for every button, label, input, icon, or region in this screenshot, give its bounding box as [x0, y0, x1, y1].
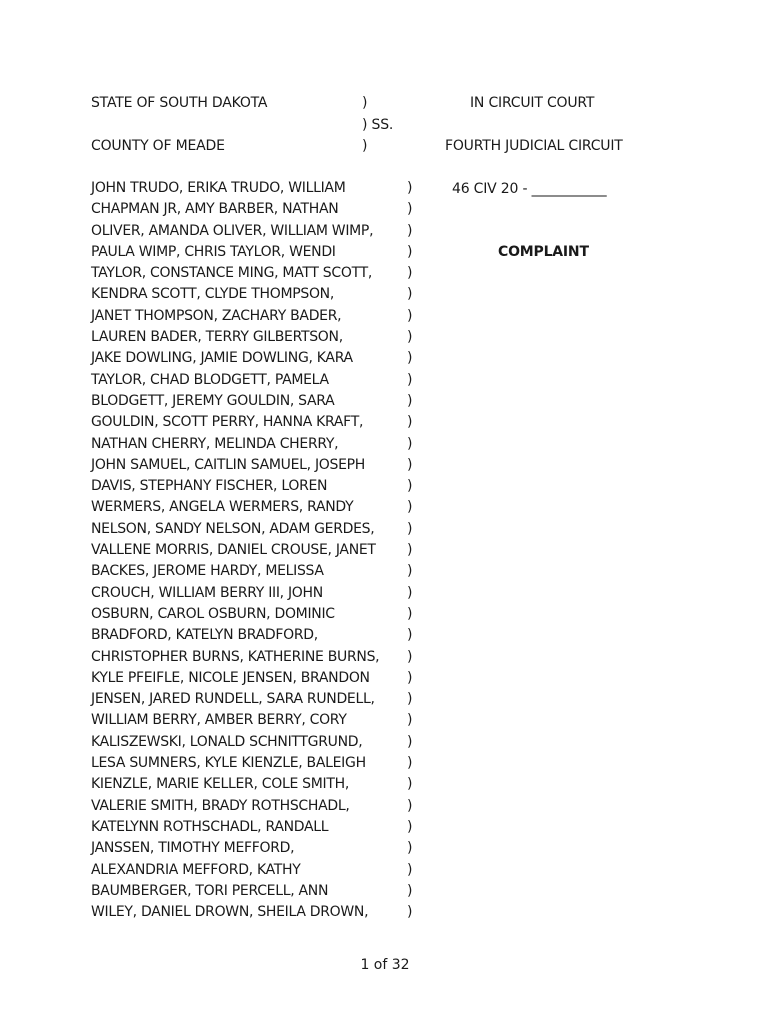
caption-paren: )	[407, 797, 413, 814]
party-line	[91, 178, 421, 199]
party-names: JAKE DOWLING, JAMIE DOWLING, KARA	[91, 350, 353, 367]
party-line	[91, 391, 421, 412]
ss-label: ) SS.	[362, 117, 394, 133]
caption-paren: )	[407, 392, 413, 409]
caption-paren: )	[362, 95, 368, 111]
caption-paren: )	[407, 882, 413, 899]
party-line	[91, 796, 421, 817]
party-names: VALLENE MORRIS, DANIEL CROUSE, JANET	[91, 542, 376, 559]
party-names: WILLIAM BERRY, AMBER BERRY, CORY	[91, 712, 347, 729]
party-line	[91, 497, 421, 518]
party-line	[91, 221, 421, 242]
party-names: BLODGETT, JEREMY GOULDIN, SARA	[91, 392, 335, 409]
caption-paren: )	[362, 138, 368, 154]
party-names: KALISZEWSKI, LONALD SCHNITTGRUND,	[91, 733, 363, 750]
caption-paren: )	[407, 733, 413, 750]
party-names: VALERIE SMITH, BRADY ROTHSCHADL,	[91, 797, 350, 814]
caption-paren: )	[407, 648, 413, 665]
party-names: BAUMBERGER, TORI PERCELL, ANN	[91, 882, 329, 899]
party-line	[91, 412, 421, 433]
party-names: JANET THOMPSON, ZACHARY BADER,	[91, 307, 342, 324]
party-line	[91, 476, 421, 497]
party-line	[91, 348, 421, 369]
document-title: COMPLAINT	[498, 244, 589, 260]
party-line	[91, 561, 421, 582]
caption-paren: )	[407, 243, 413, 260]
caption-paren: )	[407, 818, 413, 835]
party-names: KIENZLE, MARIE KELLER, COLE SMITH,	[91, 776, 349, 793]
caption-paren: )	[407, 776, 413, 793]
caption-paren: )	[407, 691, 413, 708]
party-names: WILEY, DANIEL DROWN, SHEILA DROWN,	[91, 904, 369, 921]
caption-paren: )	[407, 329, 413, 346]
party-line	[91, 881, 421, 902]
party-line	[91, 647, 421, 668]
caption-paren: )	[407, 414, 413, 431]
caption-paren: )	[407, 435, 413, 452]
caption-paren: )	[407, 755, 413, 772]
party-names: BACKES, JEROME HARDY, MELISSA	[91, 563, 324, 580]
party-names: TAYLOR, CHAD BLODGETT, PAMELA	[91, 371, 329, 388]
caption-paren: )	[407, 180, 413, 196]
party-names: GOULDIN, SCOTT PERRY, HANNA KRAFT,	[91, 414, 364, 431]
party-line	[91, 604, 421, 625]
party-names: ALEXANDRIA MEFFORD, KATHY	[91, 861, 301, 878]
party-names: KATELYNN ROTHSCHADL, RANDALL	[91, 818, 329, 835]
party-line	[91, 455, 421, 476]
caption-paren: )	[407, 201, 413, 218]
party-line	[91, 284, 421, 305]
page-number: 1 of 32	[360, 957, 410, 973]
state-label: STATE OF SOUTH DAKOTA	[91, 95, 268, 111]
caption-paren: )	[407, 371, 413, 388]
party-names: JOHN TRUDO, ERIKA TRUDO, WILLIAM	[91, 180, 346, 196]
case-number: 46 CIV 20 - ___________	[452, 181, 607, 197]
caption-paren: )	[407, 520, 413, 537]
caption-paren: )	[407, 478, 413, 495]
party-line	[91, 583, 421, 604]
party-line	[91, 327, 421, 348]
party-names: PAULA WIMP, CHRIS TAYLOR, WENDI	[91, 243, 336, 260]
caption-paren: )	[407, 222, 413, 239]
party-line	[91, 710, 421, 731]
party-names: TAYLOR, CONSTANCE MING, MATT SCOTT,	[91, 265, 372, 282]
party-line	[91, 838, 421, 859]
caption-paren: )	[407, 584, 413, 601]
party-names: KYLE PFEIFLE, NICOLE JENSEN, BRANDON	[91, 669, 370, 686]
caption-paren: )	[407, 627, 413, 644]
caption-paren: )	[407, 350, 413, 367]
caption-paren: )	[407, 307, 413, 324]
caption-paren: )	[407, 904, 413, 921]
party-line	[91, 625, 421, 646]
party-names: WERMERS, ANGELA WERMERS, RANDY	[91, 499, 354, 516]
caption-paren: )	[407, 712, 413, 729]
party-line	[91, 540, 421, 561]
county-label: COUNTY OF MEADE	[91, 138, 225, 154]
party-line	[91, 668, 421, 689]
party-line	[91, 817, 421, 838]
court-label: IN CIRCUIT COURT	[470, 95, 595, 111]
party-line	[91, 902, 421, 923]
party-line	[91, 242, 421, 263]
party-names: LESA SUMNERS, KYLE KIENZLE, BALEIGH	[91, 755, 366, 772]
caption-paren: )	[407, 265, 413, 282]
circuit-label: FOURTH JUDICIAL CIRCUIT	[445, 138, 623, 154]
party-names: CHAPMAN JR, AMY BARBER, NATHAN	[91, 201, 339, 218]
caption-paren: )	[407, 605, 413, 622]
caption-paren: )	[407, 286, 413, 303]
caption-paren: )	[407, 840, 413, 857]
party-names: OLIVER, AMANDA OLIVER, WILLIAM WIMP,	[91, 222, 374, 239]
party-names: JOHN SAMUEL, CAITLIN SAMUEL, JOSEPH	[91, 456, 366, 473]
party-line	[91, 774, 421, 795]
party-line	[91, 689, 421, 710]
party-line	[91, 370, 421, 391]
party-line	[91, 263, 421, 284]
caption-paren: )	[407, 563, 413, 580]
party-names: OSBURN, CAROL OSBURN, DOMINIC	[91, 605, 335, 622]
party-line	[91, 732, 421, 753]
party-names: NATHAN CHERRY, MELINDA CHERRY,	[91, 435, 339, 452]
caption-paren: )	[407, 669, 413, 686]
caption-paren: )	[407, 861, 413, 878]
party-names: KENDRA SCOTT, CLYDE THOMPSON,	[91, 286, 334, 303]
party-names: JENSEN, JARED RUNDELL, SARA RUNDELL,	[91, 691, 375, 708]
party-line	[91, 860, 421, 881]
caption-paren: )	[407, 542, 413, 559]
caption-paren: )	[407, 499, 413, 516]
party-line	[91, 306, 421, 327]
party-line	[91, 199, 421, 220]
party-names: BRADFORD, KATELYN BRADFORD,	[91, 627, 318, 644]
caption-paren: )	[407, 456, 413, 473]
party-names: CROUCH, WILLIAM BERRY III, JOHN	[91, 584, 323, 601]
party-names: CHRISTOPHER BURNS, KATHERINE BURNS,	[91, 648, 380, 665]
party-list	[91, 178, 421, 923]
party-line	[91, 753, 421, 774]
party-names: NELSON, SANDY NELSON, ADAM GERDES,	[91, 520, 375, 537]
party-line	[91, 434, 421, 455]
party-names: LAUREN BADER, TERRY GILBERTSON,	[91, 329, 343, 346]
party-names: DAVIS, STEPHANY FISCHER, LOREN	[91, 478, 328, 495]
party-names: JANSSEN, TIMOTHY MEFFORD,	[91, 840, 295, 857]
party-line	[91, 519, 421, 540]
